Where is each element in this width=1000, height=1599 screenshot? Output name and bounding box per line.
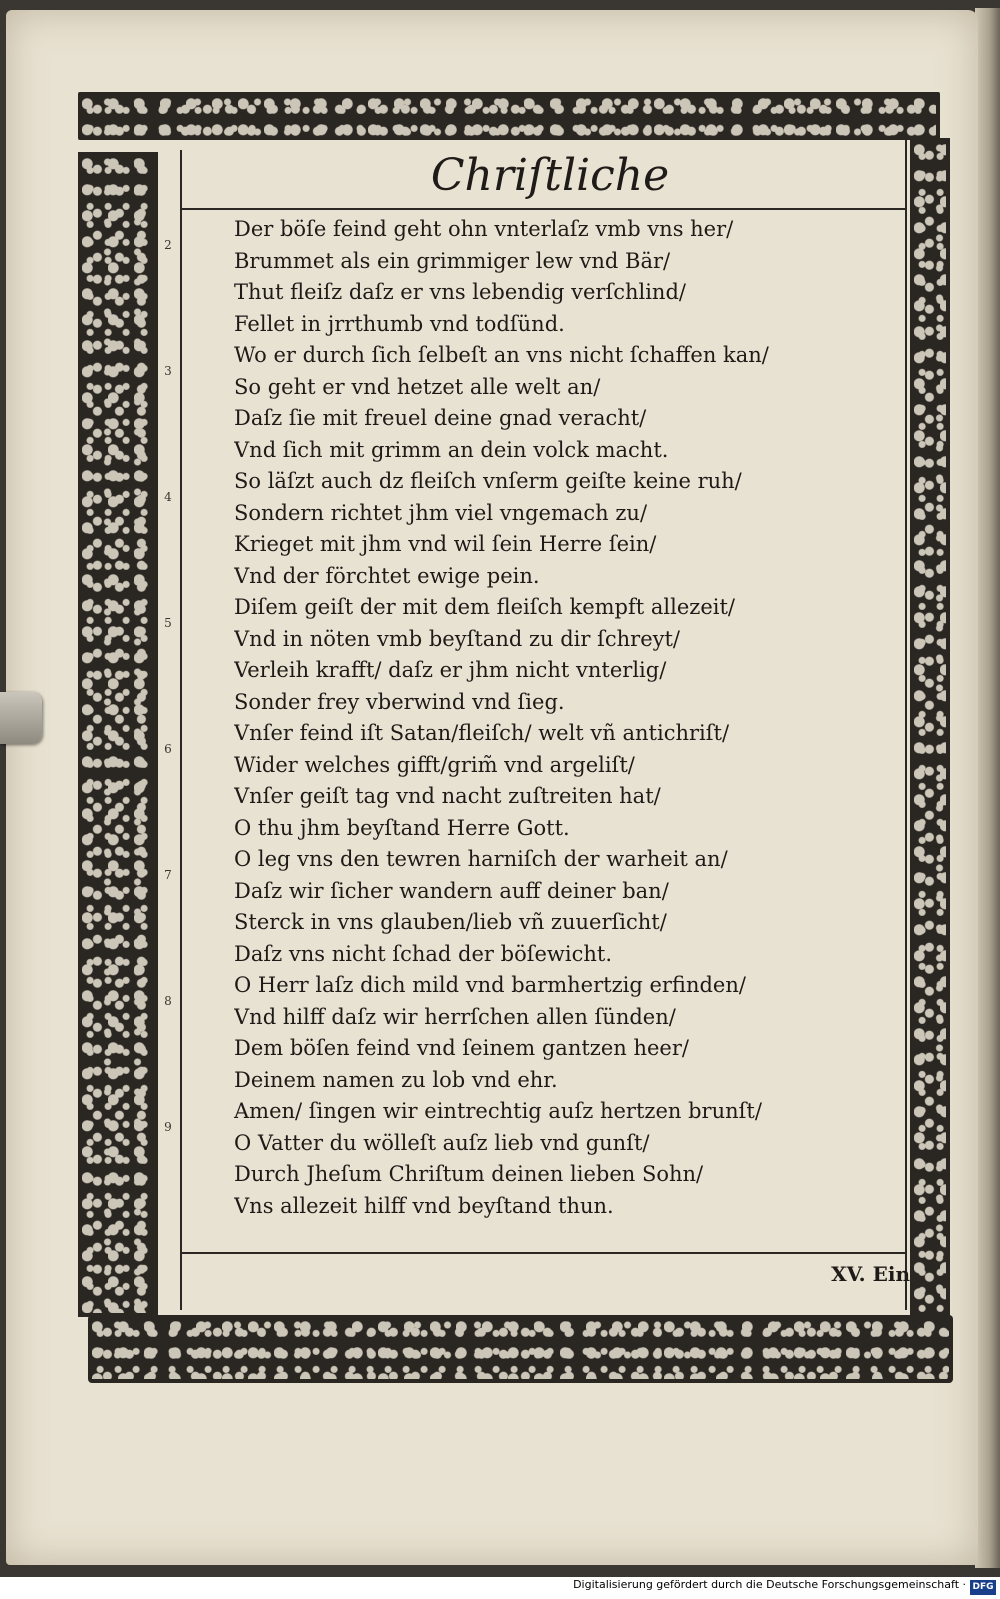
verse-line: Vnſer geiſt tag vnd nacht zuſtreiten hat/ <box>234 784 661 808</box>
page-title: Chriſtliche <box>430 150 670 201</box>
verse-block <box>234 214 874 1222</box>
verse-line: Brummet als ein grimmiger lew vnd Bär/ <box>234 248 671 273</box>
verse-line: O thu jhm beyſtand Herre Gott. <box>234 815 570 840</box>
verse-line: Verleih krafft/ daſz er jhm nicht vnterlig/ <box>234 658 667 682</box>
verse-line: Daſz ſie mit freuel deine gnad veracht/ <box>234 406 647 430</box>
stanza-number: 3 <box>164 364 172 378</box>
stanza-number: 4 <box>164 490 172 504</box>
verse-line: O Vatter du wölleſt auſz lieb vnd gunſt/ <box>234 1130 650 1155</box>
stanza-number: 2 <box>164 238 172 252</box>
verse-line: Fellet in jrrthumb vnd todſünd. <box>234 311 565 336</box>
verse-line: Sondern richtet jhm viel vngemach zu/ <box>234 500 648 525</box>
verse-line: Vnd in nöten vmb beyſtand zu dir ſchreyt/ <box>234 626 681 651</box>
stanza-number: 5 <box>164 616 172 630</box>
frame-rule-right <box>905 140 907 1310</box>
stanza-number: 7 <box>164 868 172 882</box>
verse-line: Durch Jheſum Chriſtum deinen lieben Sohn/ <box>234 1162 704 1186</box>
verse-line: So geht er vnd hetzet alle welt an/ <box>234 374 601 399</box>
ornament-border-bottom <box>88 1315 953 1383</box>
verse-line: Daſz vns nicht ſchad der böſewicht. <box>234 941 613 966</box>
verse-line: Dem böſen feind vnd ſeinem gantzen heer/ <box>234 1036 689 1060</box>
dfg-logo: DFG <box>970 1580 996 1595</box>
verse-line: Amen/ ſingen wir eintrechtig auſz hertzen brunſt/ <box>234 1099 762 1123</box>
verse-line: Vnd der förchtet ewige pein. <box>234 563 540 588</box>
verse-line: Vnſer feind iſt Satan/fleiſch/ welt vñ antichriſt/ <box>234 721 730 745</box>
verse-line: Vnd hilff daſz wir herrſchen allen ſünden/ <box>234 1004 676 1029</box>
verse-line: Wider welches gifft/grim̃ vnd argeliſt/ <box>234 752 635 777</box>
funding-credit: Digitalisierung gefördert durch die Deutsche Forschungsgemeinschaft · <box>573 1578 966 1591</box>
stanza-number: 6 <box>164 742 172 756</box>
catchword: XV. Ein <box>831 1262 910 1286</box>
verse-line: Wo er durch ſich ſelbeſt an vns nicht ſchaffen kan/ <box>234 343 769 367</box>
frame-rule-top <box>182 208 905 210</box>
verse-line: Der böſe feind geht ohn vnterlaſz vmb vns her/ <box>234 217 734 241</box>
verse-line: Sterck in vns glauben/lieb vñ zuuerſicht/ <box>234 910 667 934</box>
adjacent-page-edge <box>975 8 1000 1568</box>
verse-line: Sonder frey vberwind vnd ſieg. <box>234 689 565 714</box>
verse-line: Daſz wir ſicher wandern auff deiner ban/ <box>234 878 669 903</box>
verse-line: O leg vns den tewren harniſch der warheit an/ <box>234 847 728 871</box>
frame-rule-left <box>180 150 182 1310</box>
verse-line: Thut fleiſz daſz er vns lebendig verſchlind/ <box>234 280 686 304</box>
verse-line: Diſem geiſt der mit dem fleiſch kempft allezeit/ <box>234 595 735 619</box>
verse-line: So läſzt auch dz fleiſch vnſerm geiſte keine ruh/ <box>234 469 742 493</box>
stanza-number: 8 <box>164 994 172 1008</box>
verse-line: Vns allezeit hilff vnd beyſtand thun. <box>234 1193 614 1218</box>
ornament-border-left <box>78 152 158 1317</box>
frame-rule-bottom <box>182 1252 905 1254</box>
verse-line: O Herr laſz dich mild vnd barmhertzig erfinden/ <box>234 973 746 997</box>
verse-line: Deinem namen zu lob vnd ehr. <box>234 1067 558 1092</box>
verse-line: Vnd ſich mit grimm an dein volck macht. <box>234 437 669 462</box>
verse-line: Krieget mit jhm vnd wil ſein Herre ſein/ <box>234 532 657 556</box>
ornament-border-top <box>78 92 940 140</box>
page-clip <box>0 692 42 744</box>
ornament-border-right <box>910 138 950 1318</box>
stanza-number: 9 <box>164 1120 172 1134</box>
